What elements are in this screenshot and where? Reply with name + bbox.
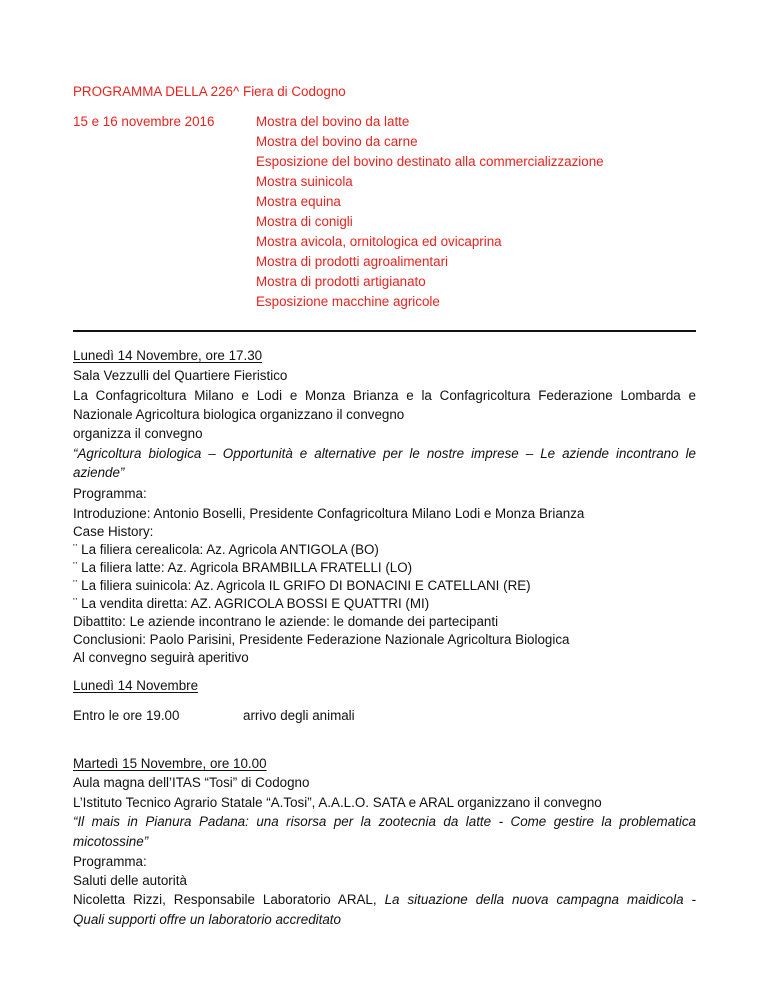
event1-organizers: La Confagricoltura Milano e Lodi e Monza Brianza e la Confagricoltura Federazione Lombarda e bbox=[73, 388, 696, 403]
event3-venue: Aula magna dell’ITAS “Tosi” di Codogno bbox=[73, 775, 310, 790]
event2-activity: arrivo degli animali bbox=[243, 708, 355, 723]
event3-title: “Il mais in Pianura Padana: una risorsa per la zootecnia da latte - Come gestire la problematica bbox=[73, 814, 696, 829]
case-item: ¨ La filiera suinicola: Az. Agricola IL GRIFO DI BONACINI E CATELLANI (RE) bbox=[73, 578, 531, 593]
event3-speaker bbox=[73, 890, 696, 909]
event1-title: “Agricoltura biologica – Opportunità e alternative per le nostre imprese – Le aziende incontrano le bbox=[73, 446, 696, 461]
event1-aperitivo: Al convegno seguirà aperitivo bbox=[73, 650, 249, 665]
horizontal-divider bbox=[73, 330, 696, 332]
event1-venue: Sala Vezzulli del Quartiere Fieristico bbox=[73, 368, 288, 383]
exhibition-item: Mostra equina bbox=[256, 194, 341, 209]
exhibition-item: Mostra del bovino da carne bbox=[256, 134, 418, 149]
exhibition-item: Esposizione del bovino destinato alla commercializzazione bbox=[256, 154, 604, 169]
event3-heading: Martedì 15 Novembre, ore 10.00 bbox=[73, 756, 267, 771]
event1-heading: Lunedì 14 Novembre, ore 17.30 bbox=[73, 348, 263, 363]
exhibition-item: Mostra di prodotti agroalimentari bbox=[256, 254, 449, 269]
exhibition-item: Mostra del bovino da latte bbox=[256, 114, 410, 129]
exhibition-item: Mostra di conigli bbox=[256, 214, 353, 229]
exhibition-item: Esposizione macchine agricole bbox=[256, 294, 440, 309]
event1-dibattito: Dibattito: Le aziende incontrano le aziende: le domande dei partecipanti bbox=[73, 614, 499, 629]
case-item: ¨ La vendita diretta: AZ. AGRICOLA BOSSI E QUATTRI (MI) bbox=[73, 596, 430, 611]
fair-date: 15 e 16 novembre 2016 bbox=[73, 114, 215, 129]
event1-title-cont: aziende” bbox=[73, 465, 125, 480]
exhibition-item: Mostra di prodotti artigianato bbox=[256, 274, 426, 289]
event3-saluti: Saluti delle autorità bbox=[73, 873, 187, 888]
event1-conclusioni: Conclusioni: Paolo Parisini, Presidente Federazione Nazionale Agricoltura Biologica bbox=[73, 632, 570, 647]
exhibition-item: Mostra avicola, ornitologica ed ovicaprina bbox=[256, 234, 502, 249]
event1-organizes: organizza il convegno bbox=[73, 426, 203, 441]
speaker-name: Nicoletta Rizzi, Responsabile Laboratorio ARAL, bbox=[73, 892, 385, 907]
case-item: ¨ La filiera latte: Az. Agricola BRAMBILLA FRATELLI (LO) bbox=[73, 560, 413, 575]
event3-speaker-cont: Quali supporti offre un laboratorio accreditato bbox=[73, 912, 341, 927]
event1-intro: Introduzione: Antonio Boselli, Presidente Confagricoltura Milano Lodi e Monza Brianza bbox=[73, 506, 585, 521]
event3-organizers: L’Istituto Tecnico Agrario Statale “A.Tosi”, A.A.L.O. SATA e ARAL organizzano il convegno bbox=[73, 795, 602, 810]
event2-time: Entro le ore 19.00 bbox=[73, 708, 180, 723]
fair-title: PROGRAMMA DELLA 226^ Fiera di Codogno bbox=[73, 84, 346, 99]
event1-programma-label: Programma: bbox=[73, 486, 147, 501]
event1-case-history-label: Case History: bbox=[73, 524, 154, 539]
event2-heading: Lunedì 14 Novembre bbox=[73, 678, 199, 693]
exhibition-item: Mostra suinicola bbox=[256, 174, 353, 189]
speaker-talk-title: La situazione della nuova campagna maidicola - bbox=[384, 892, 696, 907]
event3-title-cont: micotossine” bbox=[73, 834, 149, 849]
event3-programma-label: Programma: bbox=[73, 854, 147, 869]
event1-organizers-cont: Nazionale Agricoltura biologica organizzano il convegno bbox=[73, 407, 405, 422]
case-item: ¨ La filiera cerealicola: Az. Agricola ANTIGOLA (BO) bbox=[73, 542, 379, 557]
